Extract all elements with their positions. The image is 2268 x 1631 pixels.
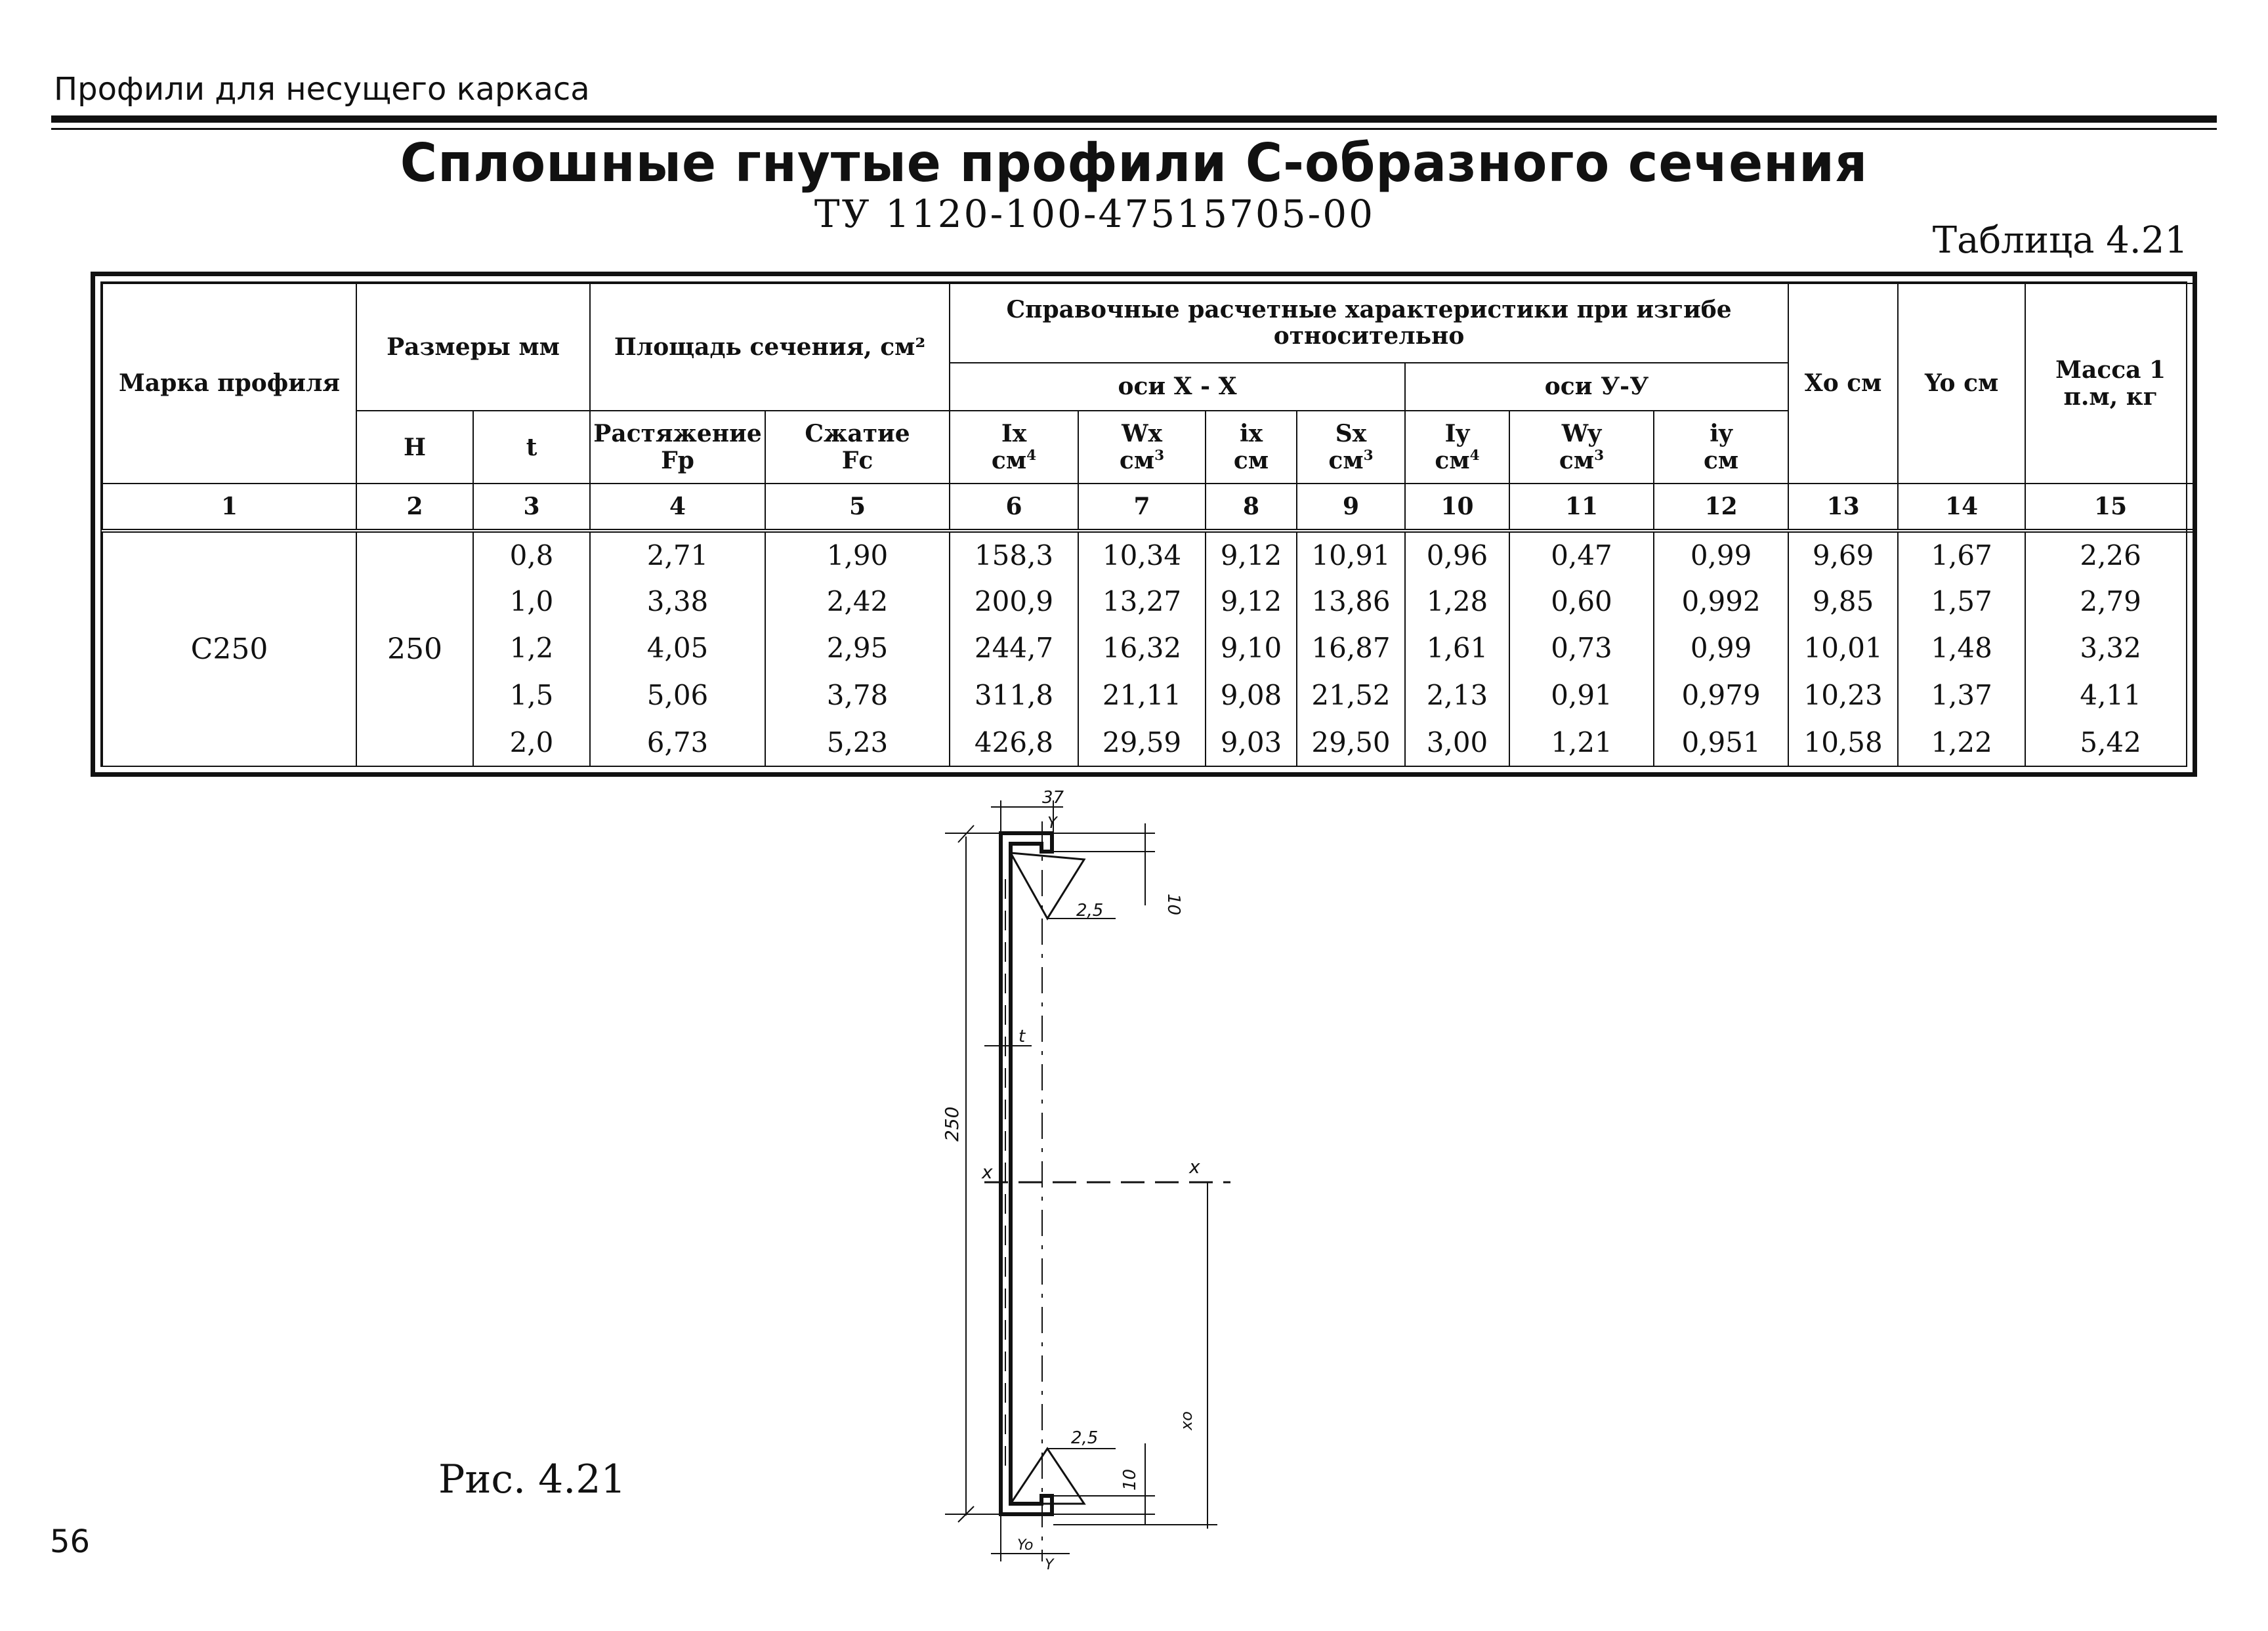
header-Sx: Sx $см^3$: [1297, 411, 1405, 484]
column-number: 1: [102, 484, 356, 531]
table-cell: 5,42: [2025, 718, 2196, 766]
dimension-label: 2,5: [1076, 901, 1104, 920]
table-cell: 0,60: [1509, 577, 1654, 625]
table-cell: 2,79: [2025, 577, 2196, 625]
header-massa: Масса 1 п.м, кг: [2025, 283, 2196, 484]
column-number: 9: [1297, 484, 1405, 531]
table-cell: 1,5: [473, 672, 590, 719]
spec-table-frame: [91, 272, 2197, 777]
header-ploshchad: Площадь сечения, см²: [590, 283, 950, 411]
table-cell: 1,90: [765, 531, 950, 578]
table-cell: 9,12: [1206, 531, 1297, 578]
table-cell: 1,0: [473, 577, 590, 625]
table-cell: 244,7: [950, 625, 1078, 672]
header-Iy: Iy $см^4$: [1405, 411, 1509, 484]
axis-label: x: [1189, 1156, 1200, 1178]
header-iy: iy см: [1654, 411, 1788, 484]
table-cell: 1,57: [1898, 577, 2025, 625]
table-cell: 1,37: [1898, 672, 2025, 719]
table-cell: 10,01: [1788, 625, 1898, 672]
standard-code: ТУ 1120-100-47515705-00: [814, 192, 1376, 236]
dimension-label: 10: [1120, 1468, 1140, 1491]
header-Wy: Wy $см^3$: [1509, 411, 1654, 484]
column-number: 3: [473, 484, 590, 531]
table-cell: 10,34: [1078, 531, 1206, 578]
table-cell: 1,22: [1898, 718, 2025, 766]
running-head: Профили для несущего каркаса: [54, 71, 590, 108]
table-cell: 10,23: [1788, 672, 1898, 719]
column-number: 5: [765, 484, 950, 531]
table-cell: 29,50: [1297, 718, 1405, 766]
header-axis-x: оси X - X: [950, 363, 1405, 411]
table-cell: 10,58: [1788, 718, 1898, 766]
table-cell: 10,91: [1297, 531, 1405, 578]
figure-caption: Рис. 4.21: [438, 1456, 626, 1502]
dimension-label: t: [1018, 1027, 1026, 1046]
table-cell: 426,8: [950, 718, 1078, 766]
dimension-label: xo: [1177, 1411, 1196, 1430]
table-cell: 16,32: [1078, 625, 1206, 672]
header-Wx: Wx $см^3$: [1078, 411, 1206, 484]
table-cell: 0,992: [1654, 577, 1788, 625]
table-cell: 2,95: [765, 625, 950, 672]
column-number: 11: [1509, 484, 1654, 531]
table-cell: 9,69: [1788, 531, 1898, 578]
table-cell: 6,73: [590, 718, 765, 766]
table-cell: 0,73: [1509, 625, 1654, 672]
axis-label: Yo: [1017, 1537, 1034, 1554]
table-cell: 1,48: [1898, 625, 2025, 672]
table-cell: 21,52: [1297, 672, 1405, 719]
table-cell: 0,91: [1509, 672, 1654, 719]
header-fc: Сжатие Fc: [765, 411, 950, 484]
table-cell: 0,99: [1654, 625, 1788, 672]
axis-label: x: [982, 1161, 993, 1183]
header-rule-thin: [51, 128, 2217, 130]
column-number: 14: [1898, 484, 2025, 531]
table-label: Таблица 4.21: [1932, 219, 2188, 262]
table-cell: 2,42: [765, 577, 950, 625]
axis-label: Y: [1047, 814, 1057, 832]
table-cell: 1,21: [1509, 718, 1654, 766]
table-cell: 9,10: [1206, 625, 1297, 672]
table-cell: 9,03: [1206, 718, 1297, 766]
table-row: [102, 531, 2196, 578]
table-cell: 1,61: [1405, 625, 1509, 672]
table-cell: 0,951: [1654, 718, 1788, 766]
table-cell: 1,28: [1405, 577, 1509, 625]
spec-table: [102, 283, 2196, 766]
table-cell: 5,06: [590, 672, 765, 719]
profile-cross-section-drawing: [919, 787, 1273, 1575]
table-cell: 3,38: [590, 577, 765, 625]
header-spravochnye: Справочные расчетные характеристики при изгибе относительно: [950, 283, 1788, 363]
header-marka: Марка профиля: [102, 283, 356, 484]
table-cell: 13,86: [1297, 577, 1405, 625]
page-title: Сплошные гнутые профили С-образного сечения: [400, 133, 1868, 194]
column-number: 13: [1788, 484, 1898, 531]
column-number: 10: [1405, 484, 1509, 531]
table-cell: 1,67: [1898, 531, 2025, 578]
table-cell: 3,32: [2025, 625, 2196, 672]
table-cell: 29,59: [1078, 718, 1206, 766]
table-cell: 13,27: [1078, 577, 1206, 625]
header-xo: Xo см: [1788, 283, 1898, 484]
axis-label: Y: [1045, 1557, 1054, 1573]
table-cell: 21,11: [1078, 672, 1206, 719]
header-razmery: Размеры мм: [356, 283, 590, 411]
table-cell: 0,47: [1509, 531, 1654, 578]
column-number: 8: [1206, 484, 1297, 531]
header-Ix: Ix $см^4$: [950, 411, 1078, 484]
header-axis-y: оси У-У: [1405, 363, 1788, 411]
header-t: t: [473, 411, 590, 484]
table-cell: 9,12: [1206, 577, 1297, 625]
header-yo: Yo см: [1898, 283, 2025, 484]
table-cell: 2,26: [2025, 531, 2196, 578]
table-cell: 0,8: [473, 531, 590, 578]
dimension-label: 2,5: [1071, 1428, 1099, 1448]
profile-mark: С250: [102, 531, 356, 766]
table-cell: 200,9: [950, 577, 1078, 625]
table-cell: 3,00: [1405, 718, 1509, 766]
table-cell: 4,11: [2025, 672, 2196, 719]
column-number: 2: [356, 484, 473, 531]
profile-height: 250: [356, 531, 473, 766]
table-cell: 9,08: [1206, 672, 1297, 719]
column-number: 12: [1654, 484, 1788, 531]
table-cell: 0,979: [1654, 672, 1788, 719]
table-cell: 0,99: [1654, 531, 1788, 578]
table-cell: 9,85: [1788, 577, 1898, 625]
table-cell: 158,3: [950, 531, 1078, 578]
column-number: 6: [950, 484, 1078, 531]
table-cell: 2,13: [1405, 672, 1509, 719]
page-number: 56: [50, 1523, 91, 1560]
header-rule: [51, 115, 2217, 123]
header-fp: Растяжение Fp: [590, 411, 765, 484]
dimension-label: 250: [941, 1106, 963, 1142]
column-number: 4: [590, 484, 765, 531]
header-ix: ix см: [1206, 411, 1297, 484]
table-cell: 2,71: [590, 531, 765, 578]
table-cell: 0,96: [1405, 531, 1509, 578]
header-H: H: [356, 411, 473, 484]
table-cell: 16,87: [1297, 625, 1405, 672]
dimension-label: 10: [1164, 894, 1183, 916]
dimension-label: 37: [1042, 788, 1064, 808]
column-number: 15: [2025, 484, 2196, 531]
table-cell: 1,2: [473, 625, 590, 672]
table-cell: 5,23: [765, 718, 950, 766]
table-cell: 4,05: [590, 625, 765, 672]
column-number: 7: [1078, 484, 1206, 531]
table-cell: 2,0: [473, 718, 590, 766]
table-cell: 311,8: [950, 672, 1078, 719]
table-cell: 3,78: [765, 672, 950, 719]
